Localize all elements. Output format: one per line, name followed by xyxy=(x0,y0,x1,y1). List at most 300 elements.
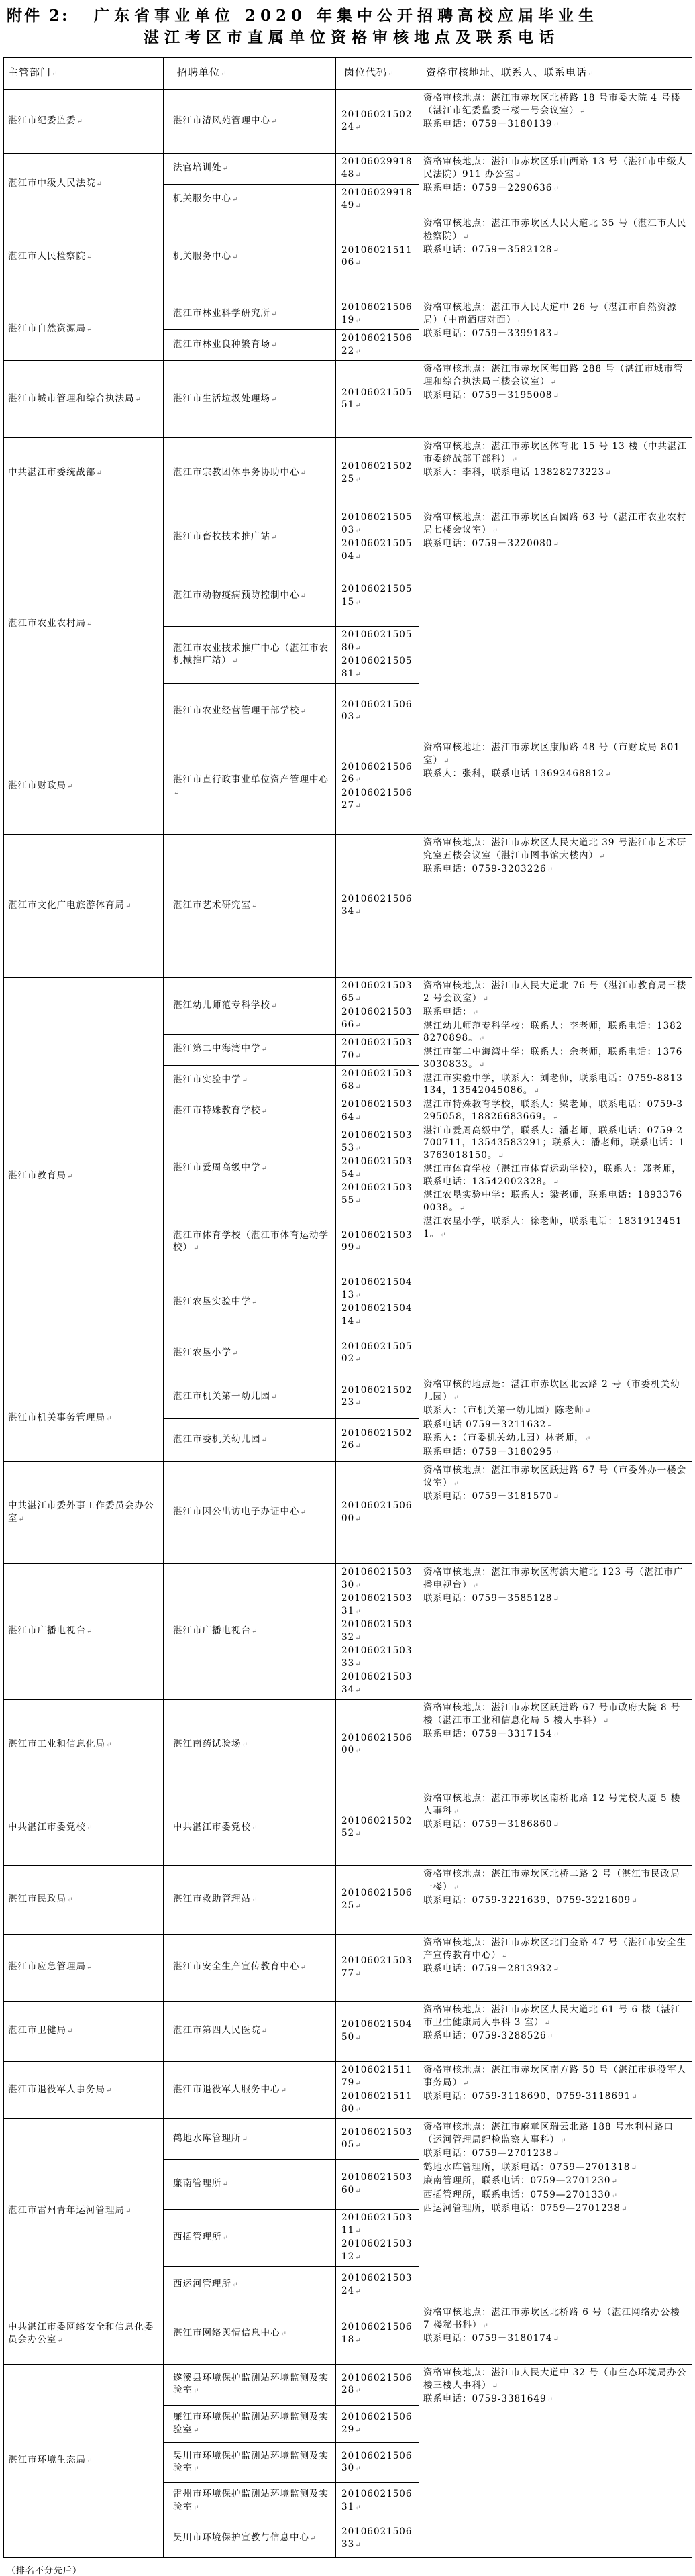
code-cell xyxy=(336,2483,419,2520)
contact-line: 资格审核地点：湛江市赤坎区跃进路 67 号市政府大院 8 号楼（湛江市工业和信息化局 5 楼人事科） ↵ xyxy=(423,1702,688,1728)
contact-cell xyxy=(419,90,692,154)
unit-name: 机关服务中心 ↵ xyxy=(173,193,238,204)
table-wrapper xyxy=(3,57,692,2576)
contact-cell xyxy=(419,835,692,978)
unit-name: 湛江市爱周高级中学 ↵ xyxy=(173,1162,268,1173)
unit-cell xyxy=(164,1066,336,1096)
code-cell xyxy=(336,361,419,438)
unit-name: 湛江农垦实验中学 ↵ xyxy=(173,1296,258,1307)
position-code: 2010602991849 ↵ xyxy=(341,187,416,213)
unit-name: 廉江市环境保护监测站环境监测及实验室 ↵ xyxy=(173,2412,329,2435)
contact-cell xyxy=(419,1700,692,1790)
unit-name: 湛江市宗教团体事务协助中心 ↵ xyxy=(173,467,307,478)
contact-line: 资格审核地点：湛江市麻章区瑞云北路 188 号水利村路口（运河管理局纪检监察人事科） ↵ xyxy=(423,2121,688,2147)
table-row xyxy=(4,1462,692,1564)
position-code: 2010602150312 ↵ xyxy=(341,2238,416,2264)
table-row xyxy=(4,1700,692,1790)
table-row xyxy=(4,2365,692,2406)
position-code: 2010602150619 ↵ xyxy=(341,301,416,327)
position-code: 2010602150311 ↵ xyxy=(341,2212,416,2238)
contact-line: 联系电话： ↵ xyxy=(423,1006,688,1020)
position-code: 2010602150224 ↵ xyxy=(341,109,416,135)
table-row xyxy=(4,739,692,835)
dept-cell xyxy=(4,835,164,978)
code-cell xyxy=(336,2002,419,2062)
position-code: 2010602150618 ↵ xyxy=(341,2321,416,2347)
contact-line: 联系电话：0759－3181570 ↵ xyxy=(423,1490,688,1504)
contact-line: 湛江市第二中海湾中学：联系人：余老师，联系电话：13763030833。 ↵ xyxy=(423,1046,688,1072)
contact-line: 联系电话：0759-3203226 ↵ xyxy=(423,863,688,877)
contact-line: 联系电话：0759－3180174 ↵ xyxy=(423,2332,688,2347)
code-cell xyxy=(336,215,419,299)
document-title-line-1: 广东省事业单位 2020 年集中公开招聘高校应届毕业生 xyxy=(94,7,599,25)
unit-cell xyxy=(164,2443,336,2483)
table-body xyxy=(4,90,692,2558)
position-code: 2010602150364 ↵ xyxy=(341,1098,416,1125)
code-cell xyxy=(336,739,419,835)
dept-cell xyxy=(4,215,164,299)
contact-line: 湛江农垦小学，联系人：徐老师，联系电话：18319134511。 ↵ xyxy=(423,1215,688,1241)
document-title-line-2: 湛江考区市直属单位资格审核地点及联系电话 xyxy=(144,28,559,46)
contact-cell xyxy=(419,299,692,361)
dept-name: 湛江市文化广电旅游体育局 ↵ xyxy=(8,900,131,911)
dept-cell xyxy=(4,1700,164,1790)
attachment-label: 附件 2: xyxy=(7,7,70,25)
dept-cell xyxy=(4,438,164,509)
contact-line: 资格审核地点：湛江市赤坎区体育北 15 号 13 楼（中共湛江市委统战部干部科） ↵ xyxy=(423,440,688,466)
code-cell xyxy=(336,330,419,361)
position-code: 2010602150333 ↵ xyxy=(341,1645,416,1671)
contact-cell xyxy=(419,1790,692,1866)
code-cell xyxy=(336,1274,419,1331)
contact-line: 湛江幼儿师范专科学校：联系人：李老师，联系电话：13828270898。 ↵ xyxy=(423,1020,688,1046)
unit-cell xyxy=(164,684,336,739)
table-row xyxy=(4,1935,692,2002)
unit-cell xyxy=(164,2119,336,2160)
code-cell xyxy=(336,2365,419,2406)
contact-line: 联系人：（市机关第一幼儿园）陈老师 ↵ xyxy=(423,1404,688,1419)
contact-line: 资格审核地点：湛江市人民大道中 26 号（湛江市自然资源局）（中南酒店对面） ↵ xyxy=(423,301,688,327)
unit-name: 机关服务中心 ↵ xyxy=(173,251,238,262)
contact-line: 资格审核地点：湛江市赤坎区北桥二路 2 号（湛江市民政局一楼） ↵ xyxy=(423,1868,688,1894)
dept-name: 湛江市工业和信息化局 ↵ xyxy=(8,1739,112,1749)
unit-name: 湛江市直行政事业单位资产管理中心 ↵ xyxy=(173,774,329,798)
unit-name: 湛江市实验中学 ↵ xyxy=(173,1074,248,1085)
unit-name: 湛江市林业良种繁育场 ↵ xyxy=(173,339,277,350)
dept-cell xyxy=(4,1790,164,1866)
unit-cell xyxy=(164,2062,336,2119)
table-row xyxy=(4,1376,692,1419)
code-cell xyxy=(336,185,419,215)
code-cell xyxy=(336,1127,419,1210)
code-cell xyxy=(336,2062,419,2119)
dept-cell xyxy=(4,90,164,154)
dept-cell xyxy=(4,1462,164,1564)
code-cell xyxy=(336,1331,419,1376)
table-row xyxy=(4,1564,692,1700)
contact-line: 联系电话：0759—2701238 ↵ xyxy=(423,2147,688,2161)
contact-cell xyxy=(419,978,692,1376)
position-code: 2010602150331 ↵ xyxy=(341,1592,416,1618)
table-row xyxy=(4,2304,692,2365)
unit-cell xyxy=(164,361,336,438)
position-code: 2010602150503 ↵ xyxy=(341,511,416,537)
position-code: 2010602150399 ↵ xyxy=(341,1229,416,1255)
code-cell xyxy=(336,1790,419,1866)
unit-name: 湛江市广播电视台 ↵ xyxy=(173,1625,258,1636)
position-code: 2010602150551 ↵ xyxy=(341,387,416,413)
position-code: 2010602150600 ↵ xyxy=(341,1732,416,1758)
dept-name: 中共湛江市委党校 ↵ xyxy=(8,1822,93,1833)
position-code: 2010602150414 ↵ xyxy=(341,1302,416,1329)
unit-name: 湛江市农业经营管理干部学校 ↵ xyxy=(173,705,307,716)
code-cell xyxy=(336,2119,419,2160)
contact-cell xyxy=(419,2304,692,2365)
dept-name: 湛江市财政局 ↵ xyxy=(8,780,73,791)
table-row xyxy=(4,1866,692,1935)
unit-cell xyxy=(164,1564,336,1700)
code-cell xyxy=(336,1700,419,1790)
table-row xyxy=(4,361,692,438)
position-code: 2010602150360 ↵ xyxy=(341,2171,416,2198)
unit-cell xyxy=(164,566,336,627)
dept-cell xyxy=(4,1935,164,2002)
dept-cell xyxy=(4,509,164,739)
dept-name: 湛江市中级人民法院 ↵ xyxy=(8,178,103,189)
contact-line: 西插管理所，联系电话：0759—2701330 ↵ xyxy=(423,2189,688,2203)
position-code: 2010602150515 ↵ xyxy=(341,583,416,609)
dept-cell xyxy=(4,1866,164,1935)
unit-name: 湛江市因公出访电子办证中心 ↵ xyxy=(173,1506,307,1517)
dept-name: 湛江市雷州青年运河管理局 ↵ xyxy=(8,2205,131,2216)
contact-line: 湛江市实验中学，联系人：刘老师，联系电话：0759-8813134，13542045086。 ↵ xyxy=(423,1072,688,1098)
dept-name: 湛江市教育局 ↵ xyxy=(8,1170,73,1181)
unit-cell xyxy=(164,2483,336,2520)
unit-name: 湛江第二中海湾中学 ↵ xyxy=(173,1043,268,1054)
code-cell xyxy=(336,299,419,330)
contact-line: 联系电话：0759－3317154 ↵ xyxy=(423,1728,688,1742)
code-cell xyxy=(336,1564,419,1700)
unit-cell xyxy=(164,1790,336,1866)
dept-name: 中共湛江市委网络安全和信息化委员会办公室 ↵ xyxy=(8,2322,154,2345)
dept-cell xyxy=(4,2119,164,2304)
unit-cell xyxy=(164,1866,336,1935)
header-contact xyxy=(419,58,692,90)
unit-cell xyxy=(164,2210,336,2267)
contact-line: 资格审核地点：湛江市人民大道中 32 号（市生态环境局办公楼三楼人事科） ↵ xyxy=(423,2367,688,2393)
position-code: 2010602150625 ↵ xyxy=(341,1887,416,1913)
table-row xyxy=(4,90,692,154)
position-code: 2010602150628 ↵ xyxy=(341,2372,416,2398)
code-cell xyxy=(336,2210,419,2267)
dept-name: 湛江市应急管理局 ↵ xyxy=(8,1961,93,1972)
unit-name: 中共湛江市委党校 ↵ xyxy=(173,1822,258,1833)
contact-line: 联系电话：0759-3288526 ↵ xyxy=(423,2030,688,2044)
unit-name: 吴川市环境保护宣教与信息中心 ↵ xyxy=(173,2532,316,2543)
contact-line: 联系电话 0759－3211632 ↵ xyxy=(423,1419,688,1433)
contact-cell xyxy=(419,361,692,438)
dept-name: 湛江市城市管理和综合执法局 ↵ xyxy=(8,393,142,404)
unit-cell xyxy=(164,299,336,330)
position-code: 2010602150225 ↵ xyxy=(341,460,416,486)
table-row xyxy=(4,835,692,978)
contact-cell xyxy=(419,2119,692,2304)
contact-line: 资格审核地点：湛江市赤坎区人民大道北 35 号（湛江市人民检察院） ↵ xyxy=(423,217,688,244)
dept-cell xyxy=(4,154,164,215)
unit-cell xyxy=(164,1462,336,1564)
contact-line: 资格审核地点：湛江市赤坎区南方路 50 号（湛江市退役军人事务局） ↵ xyxy=(423,2064,688,2090)
code-cell xyxy=(336,1376,419,1419)
contact-line: 资格审核地点：湛江市人民大道北 76 号（湛江市教育局三楼 2 号会议室） ↵ xyxy=(423,980,688,1006)
table-row xyxy=(4,978,692,1035)
contact-line: 资格审核地点：湛江市赤坎区海田路 288 号（湛江市城市管理和综合执法局三楼会议室） ↵ xyxy=(423,363,688,389)
unit-name: 湛江市农业技术推广中心（湛江市农机械推广站） ↵ xyxy=(173,643,329,666)
unit-cell xyxy=(164,2160,336,2210)
position-code: 2010602150330 ↵ xyxy=(341,1566,416,1592)
unit-cell xyxy=(164,330,336,361)
unit-name: 湛江市特殊教育学校 ↵ xyxy=(173,1105,268,1116)
position-code: 2010602150603 ↵ xyxy=(341,699,416,725)
code-cell xyxy=(336,627,419,684)
contact-cell xyxy=(419,438,692,509)
contact-line: 资格审核的地点是：湛江市赤坎区北云路 2 号（市委机关幼儿园） ↵ xyxy=(423,1378,688,1404)
code-cell xyxy=(336,438,419,509)
dept-name: 中共湛江市委统战部 ↵ xyxy=(8,467,103,478)
unit-name: 湛江市畜牧技术推广站 ↵ xyxy=(173,531,277,542)
code-cell xyxy=(336,1935,419,2002)
unit-name: 湛江市退役军人服务中心 ↵ xyxy=(173,2084,287,2095)
position-code: 2010602150633 ↵ xyxy=(341,2526,416,2552)
contact-line: 联系电话：0759-3118690、0759-3118691 ↵ xyxy=(423,2090,688,2104)
contact-line: 鹤地水库管理所，联系电话：0759—2701318 ↵ xyxy=(423,2161,688,2175)
dept-name: 湛江市退役军人事务局 ↵ xyxy=(8,2084,112,2095)
unit-cell xyxy=(164,1127,336,1210)
position-code: 2010602150502 ↵ xyxy=(341,1341,416,1367)
unit-cell xyxy=(164,1210,336,1274)
contact-line: 联系电话：0759－2813932 ↵ xyxy=(423,1963,688,1977)
code-cell xyxy=(336,1210,419,1274)
code-cell xyxy=(336,1066,419,1096)
code-cell xyxy=(336,2267,419,2304)
position-code: 2010602150580 ↵ xyxy=(341,629,416,655)
header-unit xyxy=(164,58,336,90)
contact-line: 资格审核地点：湛江市赤坎区南桥北路 12 号党校大厦 5 楼人事科 ↵ xyxy=(423,1792,688,1818)
contact-line: 资格审核地点：湛江市赤坎区海滨大道北 123 号（湛江市广播电视台） ↵ xyxy=(423,1566,688,1592)
dept-cell xyxy=(4,2365,164,2558)
unit-cell xyxy=(164,2406,336,2443)
position-code: 2010602150252 ↵ xyxy=(341,1815,416,1841)
code-cell xyxy=(336,1035,419,1066)
unit-cell xyxy=(164,1274,336,1331)
unit-cell xyxy=(164,1419,336,1462)
unit-name: 吴川市环境保护监测站环境监测及实验室 ↵ xyxy=(173,2451,329,2474)
table-row xyxy=(4,2062,692,2119)
dept-name: 湛江市广播电视台 ↵ xyxy=(8,1625,93,1636)
code-cell xyxy=(336,2160,419,2210)
table-row xyxy=(4,2119,692,2160)
table-row xyxy=(4,299,692,330)
contact-cell xyxy=(419,509,692,739)
position-code: 2010602150626 ↵ xyxy=(341,761,416,787)
contact-line: 资格审核地点：湛江市赤坎区北门金路 47 号（湛江市安全生产宣传教育中心） ↵ xyxy=(423,1937,688,1963)
dept-cell xyxy=(4,739,164,835)
unit-cell xyxy=(164,1035,336,1066)
unit-name: 湛江市艺术研究室 ↵ xyxy=(173,900,258,911)
table-header-row xyxy=(4,58,692,90)
contact-line: 廉南管理所，联系电话：0759—2701230 ↵ xyxy=(423,2175,688,2189)
position-code: 2010602150324 ↵ xyxy=(341,2272,416,2298)
unit-name: 湛江市体育学校（湛江市体育运动学校） ↵ xyxy=(173,1230,329,1253)
unit-cell xyxy=(164,1331,336,1376)
dept-cell xyxy=(4,2002,164,2062)
position-code: 2010602150504 ↵ xyxy=(341,537,416,564)
unit-name: 湛江市委机关幼儿园 ↵ xyxy=(173,1434,268,1445)
table-row xyxy=(4,154,692,185)
header-dept-label: 主管部门 ↵ xyxy=(8,66,58,79)
unit-cell xyxy=(164,2304,336,2365)
unit-name: 湛江市网络舆情信息中心 ↵ xyxy=(173,2328,287,2338)
position-code: 2010602150413 ↵ xyxy=(341,1276,416,1302)
contact-line: 湛江市特殊教育学校，联系人：梁老师，联系电话：0759-3295058，18826683669。 ↵ xyxy=(423,1098,688,1125)
unit-cell xyxy=(164,627,336,684)
contact-cell xyxy=(419,1462,692,1564)
unit-name: 湛江市机关第一幼儿园 ↵ xyxy=(173,1391,277,1402)
position-code: 2010602150334 ↵ xyxy=(341,1671,416,1697)
header-code-label: 岗位代码 ↵ xyxy=(344,66,394,79)
unit-cell xyxy=(164,1700,336,1790)
header-contact-label: 资格审核地址、联系人、联系电话 ↵ xyxy=(426,66,594,79)
code-cell xyxy=(336,566,419,627)
unit-cell xyxy=(164,739,336,835)
header-dept xyxy=(4,58,164,90)
unit-cell xyxy=(164,90,336,154)
contact-line: 联系人：张科，联系电话 13692468812 ↵ xyxy=(423,768,688,782)
position-code: 2010602150622 ↵ xyxy=(341,332,416,358)
code-cell xyxy=(336,684,419,739)
position-code: 2010602150627 ↵ xyxy=(341,787,416,813)
contact-line: 联系电话：0759－2290636 ↵ xyxy=(423,182,688,196)
contact-line: 资格审核地点：湛江市赤坎区北桥路 6 号（湛江网络办公楼 7 楼秘书科） ↵ xyxy=(423,2306,688,2332)
unit-cell xyxy=(164,1935,336,2002)
header-unit-label: 招聘单位 ↵ xyxy=(177,66,227,79)
dept-cell xyxy=(4,2304,164,2365)
contact-cell xyxy=(419,2062,692,2119)
unit-name: 湛江南药试验场 ↵ xyxy=(173,1739,248,1749)
dept-name: 湛江市纪委监委 ↵ xyxy=(8,115,83,126)
code-cell xyxy=(336,978,419,1035)
unit-name: 湛江市救助管理站 ↵ xyxy=(173,1894,258,1904)
contact-cell xyxy=(419,1866,692,1935)
dept-cell xyxy=(4,1376,164,1462)
unit-cell xyxy=(164,438,336,509)
contact-cell xyxy=(419,215,692,299)
contact-cell xyxy=(419,1376,692,1462)
contact-line: 资格审核地址：湛江市赤坎区康顺路 48 号（市财政局 801 室） ↵ xyxy=(423,741,688,768)
contact-cell xyxy=(419,739,692,835)
contact-line: 联系人：（市委机关幼儿园）林老师， ↵ xyxy=(423,1432,688,1446)
position-code: 2010602150600 ↵ xyxy=(341,1500,416,1526)
position-code: 2010602150354 ↵ xyxy=(341,1155,416,1182)
footnote: （排名不分先后） xyxy=(7,2566,83,2576)
contact-cell xyxy=(419,2002,692,2062)
position-code: 2010602150630 ↵ xyxy=(341,2450,416,2476)
code-cell xyxy=(336,835,419,978)
contact-line: 联系电话：0759－3180295 ↵ xyxy=(423,1446,688,1460)
contact-line: 联系电话：0759－3585128 ↵ xyxy=(423,1592,688,1606)
position-code: 2010602150629 ↵ xyxy=(341,2411,416,2437)
dept-name: 湛江市民政局 ↵ xyxy=(8,1894,73,1904)
unit-name: 湛江市第四人民医院 ↵ xyxy=(173,2025,268,2036)
code-cell xyxy=(336,154,419,185)
unit-name: 西运河管理所 ↵ xyxy=(173,2279,238,2289)
code-cell xyxy=(336,509,419,566)
contact-line: 湛江农垦实验中学：联系人：梁老师，联系电话：18933760038。 ↵ xyxy=(423,1189,688,1215)
unit-name: 湛江市动物疫病预防控制中心 ↵ xyxy=(173,590,307,601)
unit-name: 湛江农垦小学 ↵ xyxy=(173,1347,238,1358)
unit-name: 遂溪县环境保护监测站环境监测及实验室 ↵ xyxy=(173,2373,329,2396)
unit-name: 鹤地水库管理所 ↵ xyxy=(173,2133,248,2144)
contact-line: 资格审核地点：湛江市赤坎区百园路 63 号（湛江市农业农村局七楼会议室） ↵ xyxy=(423,511,688,537)
code-cell xyxy=(336,1462,419,1564)
contact-line: 资格审核地点：湛江市赤坎区乐山西路 13 号（湛江市中级人民法院）911 办公室 ↵ xyxy=(423,156,688,182)
unit-name: 廉南管理所 ↵ xyxy=(173,2178,229,2189)
position-code: 2010602150634 ↵ xyxy=(341,893,416,919)
dept-cell xyxy=(4,1564,164,1700)
code-cell xyxy=(336,1419,419,1462)
position-code: 2010602150377 ↵ xyxy=(341,1955,416,1981)
dept-cell xyxy=(4,299,164,361)
dept-name: 湛江市农业农村局 ↵ xyxy=(8,618,93,629)
unit-cell xyxy=(164,835,336,978)
code-cell xyxy=(336,2406,419,2443)
position-code: 2010602151179 ↵ xyxy=(341,2064,416,2090)
position-code: 2010602150365 ↵ xyxy=(341,980,416,1006)
dept-cell xyxy=(4,361,164,438)
position-code: 2010602150366 ↵ xyxy=(341,1006,416,1032)
unit-cell xyxy=(164,2520,336,2558)
contact-line: 联系电话：0759-3381649 ↵ xyxy=(423,2393,688,2407)
table-row xyxy=(4,2002,692,2062)
unit-name: 湛江市清风苑管理中心 ↵ xyxy=(173,115,277,126)
table-row xyxy=(4,509,692,566)
table-row xyxy=(4,1790,692,1866)
position-code: 2010602150226 ↵ xyxy=(341,1427,416,1453)
qualification-review-table xyxy=(3,57,692,2558)
unit-name: 湛江市生活垃圾处理场 ↵ xyxy=(173,393,277,404)
position-code: 2010602151106 ↵ xyxy=(341,244,416,270)
contact-cell xyxy=(419,154,692,215)
position-code: 2010602150631 ↵ xyxy=(341,2488,416,2514)
code-cell xyxy=(336,90,419,154)
position-code: 2010602150223 ↵ xyxy=(341,1384,416,1410)
unit-cell xyxy=(164,1376,336,1419)
contact-line: 联系电话：0759－3399183 ↵ xyxy=(423,327,688,342)
unit-name: 西插管理所 ↵ xyxy=(173,2232,229,2243)
unit-name: 雷州市环境保护监测站环境监测及实验室 ↵ xyxy=(173,2489,329,2512)
contact-line: 湛江市爱周高级中学，联系人：潘老师，联系电话：0759-2700711，13543583291；联系人：潘老师，联系电话：13763018150。 ↵ xyxy=(423,1125,688,1164)
unit-cell xyxy=(164,509,336,566)
dept-name: 湛江市机关事务管理局 ↵ xyxy=(8,1412,112,1423)
position-code: 2010602150353 ↵ xyxy=(341,1129,416,1155)
contact-line: 联系电话：0759－3582128 ↵ xyxy=(423,244,688,258)
contact-line: 联系电话：0759－3186860 ↵ xyxy=(423,1818,688,1833)
contact-line: 联系电话：0759－3195008 ↵ xyxy=(423,389,688,403)
dept-name: 中共湛江市委外事工作委员会办公室 ↵ xyxy=(8,1500,154,1524)
position-code: 2010602150368 ↵ xyxy=(341,1068,416,1094)
position-code: 2010602991848 ↵ xyxy=(341,156,416,182)
code-cell xyxy=(336,1866,419,1935)
unit-cell xyxy=(164,2365,336,2406)
